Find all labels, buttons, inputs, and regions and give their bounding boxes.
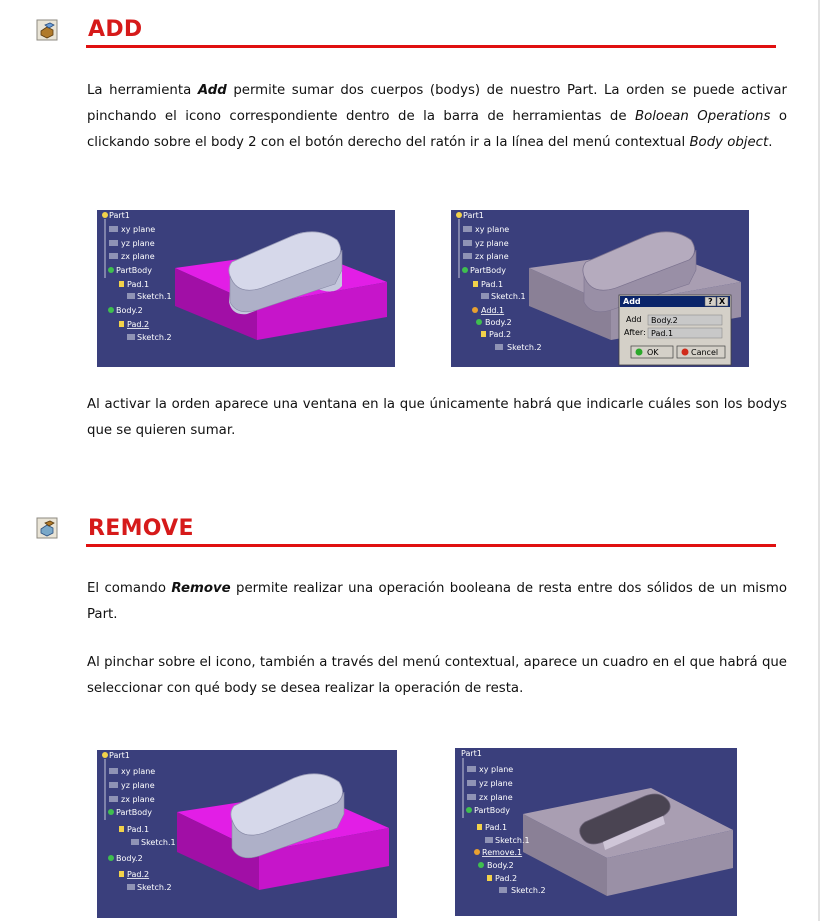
add-figure-before [97, 210, 395, 367]
tree-node: Sketch.2 [137, 883, 172, 892]
tree-node: zx plane [475, 252, 509, 261]
remove-figure-after [455, 748, 737, 916]
tree-node: Pad.1 [485, 823, 508, 832]
after-field-input[interactable]: Pad.1 [651, 329, 674, 338]
dialog-help-button[interactable]: ? [708, 297, 713, 306]
tree-node: yz plane [121, 781, 155, 790]
tree-node: Sketch.1 [495, 836, 530, 845]
tree-node: yz plane [479, 779, 513, 788]
toolbar-name: Boloean Operations [634, 109, 771, 124]
tree-node: Sketch.2 [511, 886, 546, 895]
add-after-paragraph: Al activar la orden aparece una ventana en la que únicamente habrá que indicarle cuáles son los bodys que se quieren sumar. [87, 397, 787, 438]
tree-node: Pad.1 [127, 280, 150, 289]
add-heading-rule [86, 45, 776, 48]
tree-node: Sketch.2 [137, 333, 172, 342]
tree-node: Part1 [461, 749, 482, 758]
tree-node: xy plane [479, 765, 514, 774]
tree-node: Pad.2 [495, 874, 518, 883]
dialog-title: Add [623, 297, 641, 306]
remove-heading-rule [86, 544, 776, 547]
remove-intro-paragraph: El comando Remove permite realizar una operación booleana de resta entre dos sólidos de un mismo Part. [87, 581, 787, 622]
add-field-input[interactable]: Body.2 [651, 316, 678, 325]
add-tool-icon [36, 19, 58, 41]
tree-node: Sketch.2 [507, 343, 542, 352]
remove-second-paragraph: Al pinchar sobre el icono, también a través del menú contextual, aparece un cuadro en el que habrá que seleccionar con qué body se desea realizar la operación de resta. [87, 655, 787, 696]
add-keyword: Add [197, 83, 227, 98]
dialog-ok-button[interactable]: OK [647, 348, 659, 357]
tree-node: yz plane [475, 239, 509, 248]
tree-node: zx plane [121, 252, 155, 261]
tree-node: Pad.2 [127, 870, 150, 879]
tree-node: zx plane [479, 793, 513, 802]
tree-node: Part1 [109, 211, 130, 220]
tree-node: Pad.1 [481, 280, 504, 289]
menu-name: Body object [689, 135, 769, 150]
tree-node: PartBody [116, 808, 152, 817]
dialog-cancel-button[interactable]: Cancel [691, 348, 719, 357]
tree-node: PartBody [116, 266, 152, 275]
remove-tool-icon [36, 517, 58, 539]
tree-node: Remove.1 [482, 848, 523, 857]
add-dialog [619, 295, 731, 365]
remove-figure-before [97, 750, 397, 918]
tree-node: Sketch.1 [491, 292, 526, 301]
tree-node: Pad.1 [127, 825, 150, 834]
tree-node: zx plane [121, 795, 155, 804]
tree-node: Part1 [463, 211, 484, 220]
tree-node: PartBody [470, 266, 506, 275]
add-field-label: Add [626, 315, 642, 324]
tree-node: PartBody [474, 806, 510, 815]
tree-node: Body.2 [116, 306, 143, 315]
tree-node: xy plane [121, 767, 156, 776]
tree-node: xy plane [475, 225, 510, 234]
after-field-label: After: [624, 328, 646, 337]
tree-node: Pad.2 [489, 330, 512, 339]
tree-node: Part1 [109, 751, 130, 760]
tree-node: Sketch.1 [137, 292, 172, 301]
tree-node: Body.2 [485, 318, 512, 327]
tree-node: Sketch.1 [141, 838, 176, 847]
add-intro-paragraph: La herramienta Add permite sumar dos cuerpos (bodys) de nuestro Part. La orden se puede activar pinchando el icono correspondiente dentro de la barra de herramientas de Boloean Operations o clickando sobre el body 2 con el botón derecho del ratón ir a la línea del menú contextual Body object. [87, 83, 788, 150]
tree-node: xy plane [121, 225, 156, 234]
tree-node: Add.1 [481, 306, 505, 315]
add-figure-after [451, 210, 749, 367]
tree-node: Pad.2 [127, 320, 150, 329]
add-heading: ADD [88, 17, 143, 42]
tree-node: Body.2 [487, 861, 514, 870]
dialog-close-button[interactable]: X [719, 297, 726, 306]
tree-node: Body.2 [116, 854, 143, 863]
remove-heading: REMOVE [88, 516, 194, 541]
tree-node: yz plane [121, 239, 155, 248]
remove-keyword: Remove [171, 581, 231, 596]
